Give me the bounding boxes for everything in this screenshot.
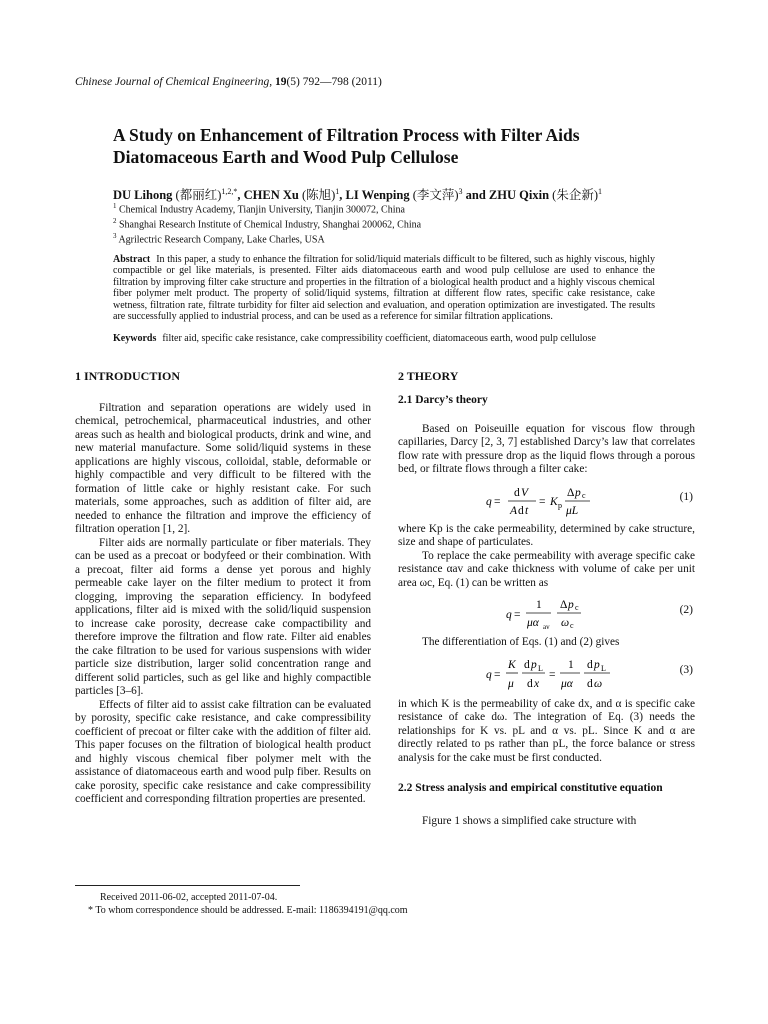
subsection-heading-darcy: 2.1 Darcy’s theory [398,393,488,406]
author-name: and ZHU Qixin [462,188,550,202]
svg-text:Δ: Δ [560,599,568,611]
svg-text:c: c [575,603,579,612]
abstract [113,254,655,322]
svg-text:V: V [521,486,529,499]
theory-paragraph-6: Figure 1 shows a simplified cake structure with [422,815,637,827]
equation-3-number: (3) [679,663,693,676]
svg-text:c: c [582,490,586,500]
author-affil-sup: 1 [335,186,340,196]
svg-text:p: p [531,658,537,671]
journal-header [75,76,382,88]
svg-text:μα: μα [561,677,573,690]
section-heading-theory: 2 THEORY [398,369,459,383]
affiliation [113,201,421,216]
svg-text:1: 1 [568,658,574,671]
svg-text:x: x [534,677,540,690]
svg-text:q: q [486,668,492,681]
svg-text:p: p [575,486,581,499]
author-chinese-name: (李文萍) [412,188,459,202]
svg-text:d: d [514,486,520,499]
author-name: , CHEN Xu [237,188,299,202]
equation-3-formula [398,654,695,694]
svg-text:d: d [587,658,593,671]
journal-volume: 19 [274,76,287,88]
svg-text:d: d [527,677,533,690]
svg-text:=: = [549,668,556,681]
affiliation-number: 2 [113,216,117,225]
left-column [75,370,371,807]
keywords [113,333,655,344]
footnote-correspondence: * To whom correspondence should be addressed. E-mail: 1186394191@qq.com [88,904,408,916]
svg-text:L: L [538,663,543,673]
affiliation [113,216,421,231]
subsection-heading-stress-analysis: 2.2 Stress analysis and empirical constitutive equation [398,782,663,794]
svg-text:K: K [550,495,558,508]
equation-2 [398,594,695,632]
equation-3 [398,654,695,694]
abstract-text: In this paper, a study to enhance the filtration for solid/liquid materials difficult to be filtered, such as highly viscous, highly compactible or gel like materials, is presented. Filter aids diatomaceous earth and wood pulp cellulose are used to enhance the filtration by improving filter cake structure and properties in the filtration of a biological health product and a highly viscous chemical fiber polymer melt product. The property of solid/liquid systems, filtration at different flow rates, specific cake resistance, cake wetness, filtration rate, filtrate turbidity for filter aid selection and evaluation, and operation optimization are investigated. The results are successfully applied to industrial process, and can be used as a reference for similar filtration applications. [113,254,655,323]
svg-text:L: L [601,663,606,673]
equation-1 [398,481,695,519]
svg-text:d: d [518,504,524,517]
svg-text:Δ: Δ [567,486,575,499]
author-chinese-name: (朱企新) [552,188,598,202]
author-name: , LI Wenping [339,188,410,202]
equation-2-number: (2) [679,604,693,616]
abstract-label: Abstract [113,254,151,265]
title-line-2: Diatomaceous Earth and Wood Pulp Cellulose [113,147,459,167]
affiliation [113,231,421,246]
affiliation-text: Chemical Industry Academy, Tianjin University, Tianjin 300072, China [119,204,405,216]
svg-text:=: = [539,495,546,508]
svg-text:=: = [494,668,501,681]
svg-text:μ: μ [508,677,514,690]
intro-paragraph-1: Filtration and separation operations are widely used in chemical, petrochemical, pharmaceutical industries, and other areas such as health and biological products, drink and wine, and new material manufacture. Some solid/liquid systems in these applications are highly viscous, colloidal, stable, deformable or highly compactible and very difficult to be filtered with the formation of little cake or highly resistant cake. For such materials, some approaches, such as addition of filter aid, are needed to enhance the filtration and improve the efficiency of filtration operation [1, 2]. [75,401,371,535]
svg-text:A: A [510,504,518,517]
svg-text:p: p [594,658,600,671]
svg-text:μL: μL [566,504,579,517]
theory-paragraph-2: where Kp is the cake permeability, determined by cake structure, size and shape of particulates. [398,522,695,548]
title-line-1: A Study on Enhancement of Filtration Process with Filter Aids [113,125,580,145]
svg-text:d: d [587,677,593,690]
author-affil-sup: 1 [597,186,602,196]
affiliation-number: 1 [113,202,117,210]
theory-paragraph-3: To replace the cake permeability with average specific cake resistance αav and cake thickness with volume of cake per unit area ωc, Eq. (1) can be written as [398,549,695,589]
author-chinese-name: (陈旭) [301,188,336,202]
equation-1-formula [398,481,695,519]
svg-text:c: c [570,621,574,630]
svg-text:av: av [543,623,550,631]
journal-issue-pages: (5) 792—798 (2011) [286,76,382,88]
svg-text:=: = [494,495,501,508]
svg-text:q: q [506,609,512,621]
equation-2-formula [398,594,695,632]
intro-paragraph-3: Effects of filter aid to assist cake filtration can be evaluated by porosity, specific cake resistance, and cake compressibility coefficient of precoat or filter cake with the addition of filter aid. This paper focuses on the filtration of biological health product and highly viscous chemical fiber polymer melt with the assistance of diatomaceous earth and wood pulp fiber. Results on cake porosity, specific cake resistance and cake compressibility coefficient and corresponding filtration properties are presented. [75,698,371,805]
svg-text:p: p [568,599,574,611]
svg-text:t: t [525,504,529,517]
footnote-received: Received 2011-06-02, accepted 2011-07-04. [100,892,278,903]
footnotes [88,892,408,917]
author-name: DU Lihong [113,188,173,202]
svg-text:=: = [514,609,521,621]
section-heading-introduction: 1 INTRODUCTION [75,369,181,383]
author-affil-sup: 3 [458,186,463,196]
equation-1-number: (1) [679,490,693,503]
right-column [398,370,695,829]
svg-text:K: K [508,658,516,671]
svg-text:d: d [524,658,530,671]
affiliation-list [113,201,421,245]
svg-text:q: q [486,495,492,508]
svg-text:ω: ω [561,617,570,629]
author-chinese-name: (都丽红) [175,188,222,202]
keywords-text: filter aid, specific cake resistance, cake compressibility coefficient, diatomaceous earth, wood pulp cellulose [162,333,596,344]
svg-text:p: p [558,500,562,510]
journal-name: Chinese Journal of Chemical Engineering, [75,76,273,88]
svg-text:μα: μα [527,617,539,629]
keywords-label: Keywords [113,333,157,344]
affiliation-text: Agrilectric Research Company, Lake Charles, USA [118,233,325,245]
theory-paragraph-1: Based on Poiseuille equation for viscous flow through capillaries, Darcy [2, 3, 7] established Darcy’s law that correlates flow rate with pressure drop as the liquid flows through a porous bed, or filtrate flows through a filter cake: [398,422,695,475]
author-affil-sup: 1,2,* [221,186,238,196]
theory-paragraph-4: The differentiation of Eqs. (1) and (2) gives [422,636,620,648]
affiliation-number: 3 [113,231,117,240]
footnote-divider [75,885,300,886]
paper-title [113,124,673,168]
intro-paragraph-2: Filter aids are normally particulate or fiber materials. They can be used as a precoat or bodyfeed or their combination. With a precoat, filter aid forms a dense yet porous and highly permeable cake layer on the filter medium to protect it from clogging, improving the separation efficiency. In bodyfeed applications, filter aid is mixed with the solid/liquid suspension to increase cake porosity, decrease cake compactibility and therefore improve the filtration and flow rate. Filter aid enables the cake filtration to be used for various suspensions with wider particle size distribution, larger solid concentration range and different solid particles, such as gel like and highly compactible particles [3–6]. [75,536,371,697]
svg-text:1: 1 [536,599,542,611]
affiliation-text: Shanghai Research Institute of Chemical Industry, Shanghai 200062, China [119,219,422,231]
svg-text:ω: ω [594,677,603,690]
theory-paragraph-5: in which K is the permeability of cake dx, and α is specific cake resistance of cake dω. The integration of Eq. (3) needs the relationships for K vs. pL and α vs. pL. Since K and α are directly related to ps rather than pL, the force balance or stress analysis for the cake must be first conducted. [398,697,695,764]
